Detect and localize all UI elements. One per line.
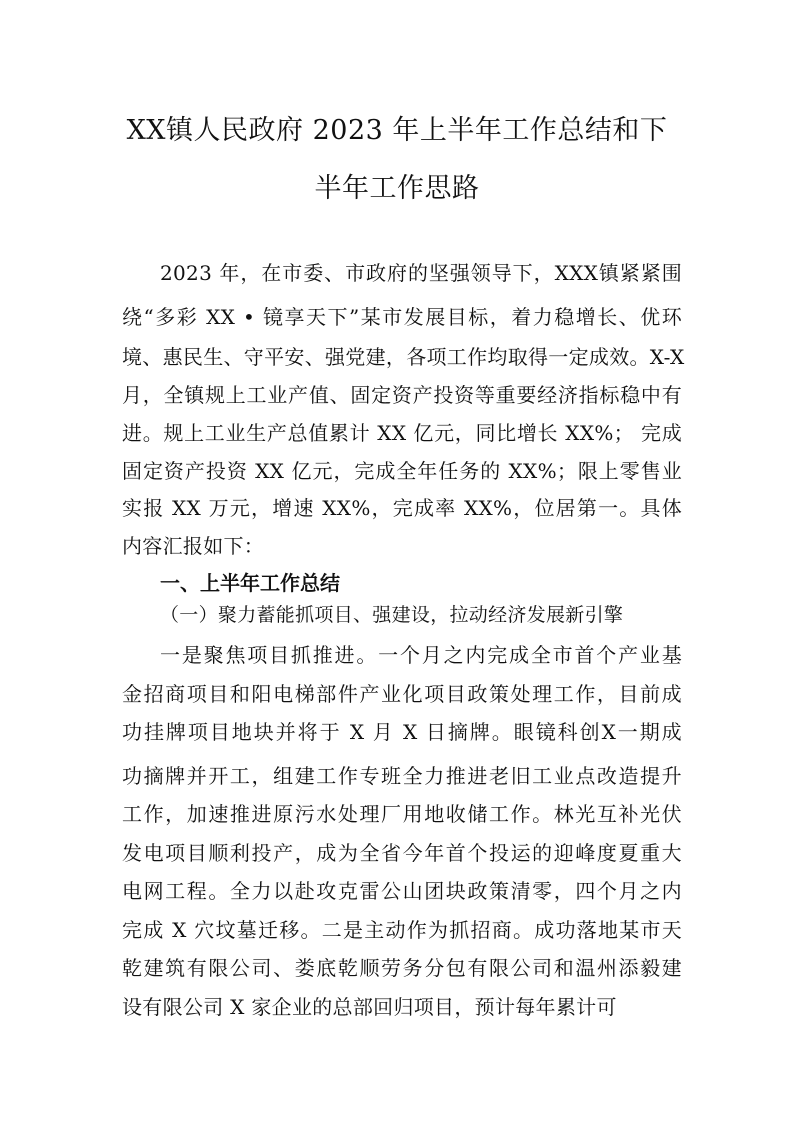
intro-paragraph-line: 月，全镇规上工业产值、固定资产投资等重要经济指标稳中有	[122, 383, 682, 407]
document-title-line-1: XX镇人民政府 2023 年上半年工作总结和下	[126, 115, 668, 146]
intro-paragraph-line: 境、惠民生、守平安、强党建，各项工作均取得一定成效。X-X	[122, 345, 685, 369]
body-paragraph-line: 乾建筑有限公司、娄底乾顺劳务分包有限公司和温州添毅建	[122, 956, 682, 980]
intro-paragraph-line: 内容汇报如下：	[122, 534, 265, 558]
section-subheading: （一）聚力蓄能抓项目、强建设，拉动经济发展新引擎	[160, 604, 624, 626]
document-title-line-2: 半年工作思路	[314, 173, 480, 204]
body-paragraph-line: 一是聚焦项目抓推进。一个月之内完成全市首个产业基	[160, 643, 682, 667]
body-paragraph-line: 功摘牌并开工，组建工作专班全力推进老旧工业点改造提升	[122, 764, 682, 788]
body-paragraph-line: 功挂牌项目地块并将于 X 月 X 日摘牌。眼镜科创X一期成	[122, 720, 682, 744]
body-paragraph-line: 发电项目顺利投产，成为全省今年首个投运的迎峰度夏重大	[122, 841, 682, 865]
intro-paragraph-line: 进。规上工业生产总值累计 XX 亿元，同比增长 XX%； 完成	[122, 421, 682, 445]
section-heading: 一、上半年工作总结	[160, 571, 340, 595]
intro-paragraph-line: 实报 XX 万元，增速 XX%，完成率 XX%，位居第一。具体	[122, 496, 682, 520]
body-paragraph-line: 金招商项目和阳电梯部件产业化项目政策处理工作，目前成	[122, 682, 682, 706]
body-paragraph-line: 完成 X 穴坟墓迁移。二是主动作为抓招商。成功落地某市天	[122, 918, 682, 942]
body-paragraph-line: 电网工程。全力以赴攻克雷公山团块政策清零，四个月之内	[122, 879, 682, 903]
intro-paragraph-line: 绕“多彩 XX • 镜享天下”某市发展目标，着力稳增长、优环	[122, 305, 682, 329]
intro-paragraph-line: 固定资产投资 XX 亿元，完成全年任务的 XX%；限上零售业	[122, 459, 682, 483]
body-paragraph-line: 设有限公司 X 家企业的总部回归项目，预计每年累计可	[122, 995, 617, 1019]
body-paragraph-line: 工作，加速推进原污水处理厂用地收储工作。林光互补光伏	[122, 802, 682, 826]
intro-paragraph-line: 2023 年，在市委、市政府的坚强领导下，XXX镇紧紧围	[160, 261, 682, 285]
